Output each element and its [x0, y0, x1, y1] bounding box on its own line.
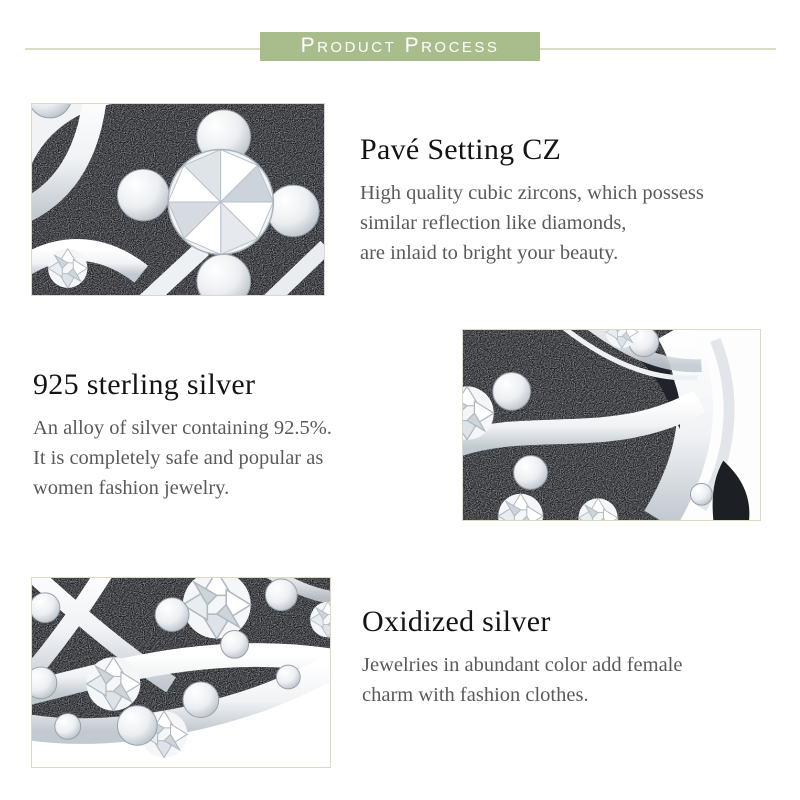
silver-bead-macro-graphic — [463, 330, 760, 520]
body-line: similar reflection like diamonds, — [360, 212, 627, 234]
section-title: Oxidized silver — [362, 605, 551, 638]
body-line: women fashion jewelry. — [33, 477, 230, 499]
oxidized-silver-photo — [31, 577, 331, 768]
body-line: It is completely safe and popular as — [33, 447, 324, 469]
cz-pave-macro-graphic — [32, 104, 324, 295]
section-title: Pavé Setting CZ — [360, 133, 562, 166]
oxidized-bead-macro-graphic — [32, 578, 330, 767]
page-title: Product Process — [300, 34, 500, 57]
section-pave-setting-text — [360, 133, 792, 268]
body-line: An alloy of silver containing 92.5%. — [33, 417, 332, 439]
body-line: High quality cubic zircons, which possess — [360, 182, 704, 204]
body-line: charm with fashion clothes. — [362, 684, 589, 706]
section-oxidized-silver-text — [362, 605, 794, 710]
pave-setting-photo — [31, 103, 325, 296]
header-rule-right — [540, 48, 776, 50]
sterling-silver-photo — [462, 329, 761, 521]
header-banner — [260, 32, 540, 61]
section-sterling-silver-text — [33, 368, 465, 503]
body-line: are inlaid to bright your beauty. — [360, 242, 619, 264]
body-line: Jewelries in abundant color add female — [362, 654, 683, 676]
section-title: 925 sterling silver — [33, 368, 256, 401]
header-rule-left — [25, 48, 261, 50]
